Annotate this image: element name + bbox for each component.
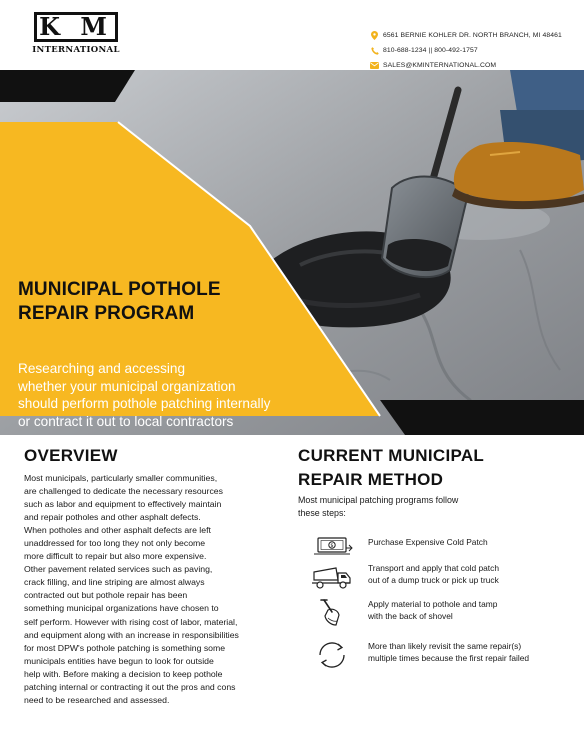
overview-line: Most municipals, particularly smaller communities,	[24, 473, 218, 483]
address-row	[368, 28, 562, 43]
program-title-line: MUNICIPAL POTHOLE	[18, 279, 221, 300]
contact-info	[368, 28, 562, 73]
overview-line: for most DPW's pothole patching is something some	[24, 642, 226, 653]
overview-line: When potholes and other asphalt defects are left	[24, 525, 211, 536]
step-line: Transport and apply that cold patch	[368, 563, 499, 573]
overview-line: help with. Before making a decision to keep pothole	[24, 668, 223, 679]
description-line: or contract it out to local contractors	[18, 413, 234, 429]
overview-line: unaddressed for too long they not only become	[24, 538, 206, 549]
hero-banner	[0, 70, 584, 435]
step-text	[368, 562, 499, 586]
program-description	[18, 360, 338, 430]
step-item	[310, 640, 580, 670]
overview-line: self perform. However with rising cost of labor, material,	[24, 616, 238, 627]
logo-mark: K M	[39, 12, 113, 41]
overview-line: crack filling, and line striping are almost always	[24, 577, 205, 588]
method-intro-line: these steps:	[298, 507, 346, 518]
step-line: out of a dump truck or pick up truck	[368, 575, 499, 585]
dump-truck-icon	[310, 562, 354, 592]
address-text: 6561 BERNIE KOHLER DR. NORTH BRANCH, MI 48461	[383, 32, 562, 39]
money-icon	[310, 530, 354, 560]
overview-line: need to be researched and assessed.	[24, 694, 170, 705]
method-intro	[298, 494, 458, 519]
description-line: should perform pothole patching internally	[18, 396, 271, 411]
method-heading-line: REPAIR METHOD	[298, 470, 444, 489]
overview-line: such as labor and equipment to effectively maintain	[24, 499, 222, 510]
svg-text:$: $	[330, 543, 334, 549]
step-line: Apply material to pothole and tamp	[368, 599, 498, 609]
step-item	[310, 598, 580, 628]
email-text[interactable]: SALES@KMINTERNATIONAL.COM	[383, 62, 497, 69]
overview-heading: OVERVIEW	[24, 446, 118, 465]
method-intro-line: Most municipal patching programs follow	[298, 495, 459, 505]
step-text	[368, 640, 529, 664]
step-line: multiple times because the first repair failed	[368, 653, 530, 663]
program-title-line: REPAIR PROGRAM	[18, 303, 195, 324]
overview-line: patching internal or contracting it out the pros and cons	[24, 681, 236, 692]
step-item	[310, 530, 580, 560]
step-item	[310, 562, 580, 592]
phone-text[interactable]: 810-688-1234 || 800-492-1757	[383, 47, 478, 54]
email-icon	[368, 62, 381, 69]
overview-line: more difficult to repair but also more expensive.	[24, 551, 207, 562]
overview-line: and equipment along with an increase in responsibilities	[24, 629, 239, 640]
program-title	[18, 278, 221, 326]
step-text	[368, 530, 488, 548]
location-pin-icon	[368, 31, 381, 40]
overview-line: municipals entities have begun to look for outside	[24, 655, 214, 666]
overview-line: contracted out but pothole repair has been	[24, 590, 188, 601]
logo-subtitle: INTERNATIONAL	[32, 45, 120, 55]
shovel-icon	[310, 598, 354, 628]
overview-line: something municipal organizations have chosen to	[24, 603, 219, 614]
overview-line: are challenged to dedicate the necessary resources	[24, 486, 223, 497]
repeat-icon	[310, 640, 354, 670]
company-logo	[30, 12, 122, 56]
method-heading-line: CURRENT MUNICIPAL	[298, 446, 485, 465]
overview-line: and repair potholes and other asphalt defects.	[24, 512, 201, 523]
phone-row	[368, 43, 562, 58]
method-heading	[298, 444, 484, 492]
overview-line: Other pavement related services such as paving,	[24, 564, 213, 575]
description-line: whether your municipal organization	[18, 378, 236, 394]
step-line: with the back of shovel	[368, 611, 453, 621]
step-line: More than likely revisit the same repair(s)	[368, 641, 522, 651]
overview-body	[24, 472, 296, 707]
step-line: Purchase Expensive Cold Patch	[368, 537, 488, 547]
step-text	[368, 598, 497, 622]
phone-icon	[368, 47, 381, 55]
description-line: Researching and accessing	[18, 361, 186, 376]
